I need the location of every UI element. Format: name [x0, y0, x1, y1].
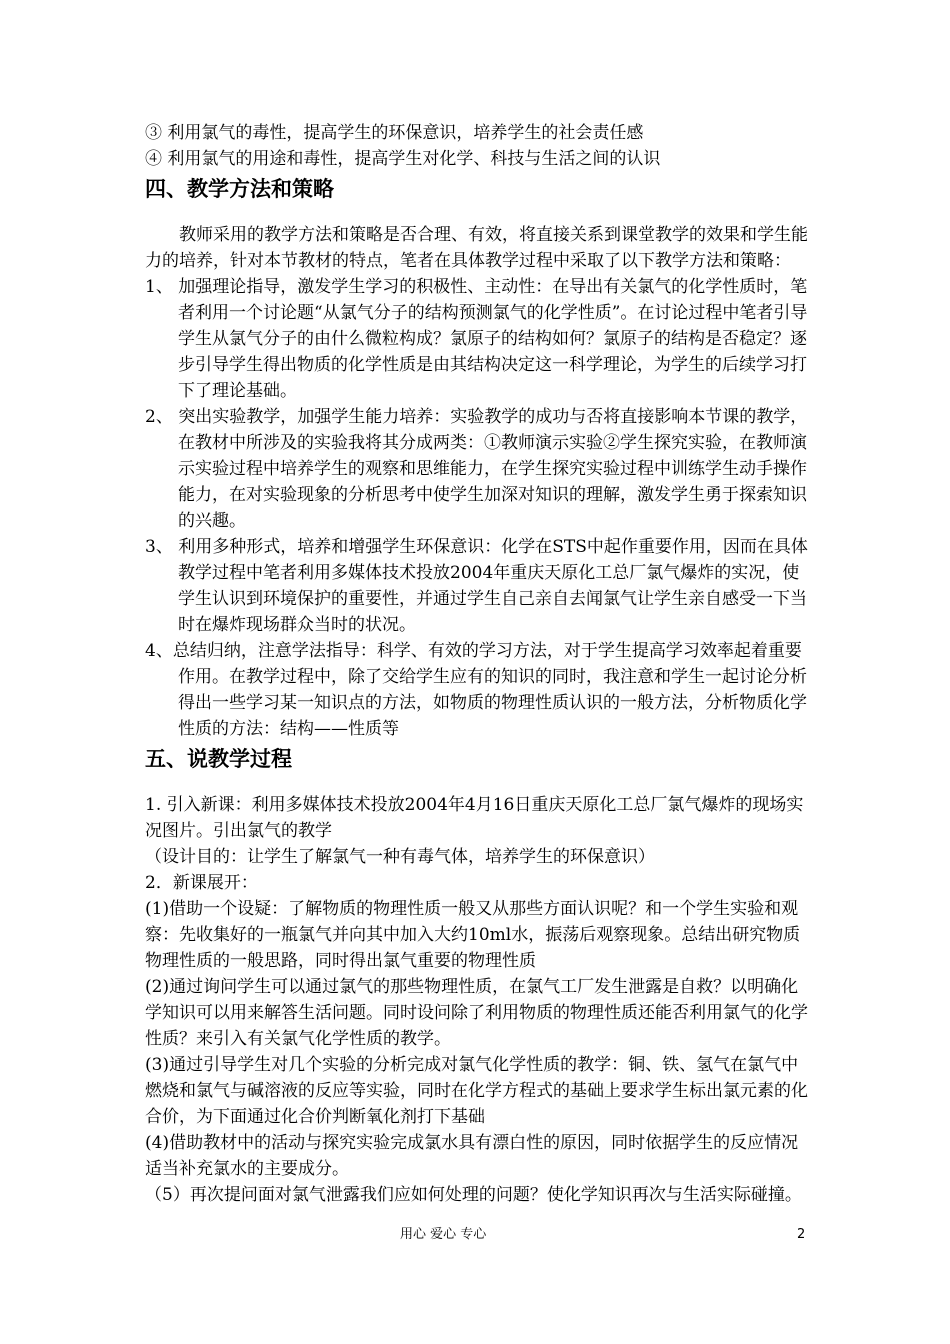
process-paragraph-6: (3)通过引导学生对几个实验的分析完成对氯气化学性质的教学：铜、铁、氢气在氯气中燃烧和氯气与碱溶液的反应等实验，同时在化学方程式的基础上要求学生标出氯元素的化合价，为下面通过化合价判断氧化剂打下基础 — [145, 1055, 808, 1127]
section-4-heading: 四、教学方法和策略 — [145, 177, 334, 201]
method-item-3: 3、 利用多种形式，培养和增强学生环保意识：化学在STS中起作重要作用，因而在具体教学过程中笔者利用多媒体技术投放2004年重庆天原化工总厂氯气爆炸的实况，使学生认识到环境保护的重要性，并通过学生自己亲自去闻氯气让学生亲自感受一下当时在爆炸现场群众当时的状况。 — [145, 537, 808, 635]
spacer — [145, 204, 810, 222]
process-paragraph-4: (1)借助一个设疑：了解物质的物理性质一般又从那些方面认识呢？和一个学生实验和观察：先收集好的一瓶氯气并向其中加入大约10ml水，振荡后观察现象。总结出研究物质物理性质的一般思路，同时得出氯气重要的物理性质 — [145, 899, 801, 971]
process-paragraph-1: 1. 引入新课：利用多媒体技术投放2004年4月16日重庆天原化工总厂氯气爆炸的现场实况图片。引出氯气的教学 — [145, 795, 804, 841]
objective-item-4: ④ 利用氯气的用途和毒性，提高学生对化学、科技与生活之间的认识 — [145, 149, 661, 169]
method-item-2: 2、 突出实验教学，加强学生能力培养：实验教学的成功与否将直接影响本节课的教学，在教材中所涉及的实验我将其分成两类：①教师演示实验②学生探究实验，在教师演示实验过程中培养学生的观察和思维能力，在学生探究实验过程中训练学生动手操作能力，在对实验现象的分析思考中使学生加深对知识的理解，激发学生勇于探索知识的兴趣。 — [145, 407, 808, 531]
objective-item-3: ③ 利用氯气的毒性，提高学生的环保意识，培养学生的社会责任感 — [145, 123, 644, 143]
process-paragraph-7: (4)借助教材中的活动与探究实验完成氯水具有漂白性的原因，同时依据学生的反应情况适当补充氯水的主要成分。 — [145, 1133, 799, 1179]
section-5-heading: 五、说教学过程 — [145, 747, 292, 771]
footer-motto: 用心 爱心 专心 — [400, 1227, 487, 1242]
process-paragraph-3: 2．新课展开： — [145, 873, 258, 893]
page-number: 2 — [797, 1227, 806, 1242]
method-item-1: 1、 加强理论指导，激发学生学习的积极性、主动性：在导出有关氯气的化学性质时，笔者利用一个讨论题“从氯气分子的结构预测氯气的化学性质”。在讨论过程中笔者引导学生从氯气分子的由什么微粒构成？氯原子的结构如何？氯原子的结构是否稳定？逐步引导学生得出物质的化学性质是由其结构决定这一科学理论，为学生的后续学习打下了理论基础。 — [145, 277, 808, 401]
process-paragraph-5: (2)通过询问学生可以通过氯气的那些物理性质，在氯气工厂发生泄露是自救？以明确化学知识可以用来解答生活问题。同时设问除了利用物质的物理性质还能否利用氯气的化学性质？来引入有关氯气化学性质的教学。 — [145, 977, 808, 1049]
page-content — [145, 120, 810, 1208]
method-item-4: 4、总结归纳，注意学法指导：科学、有效的学习方法，对于学生提高学习效率起着重要作用。在教学过程中，除了交给学生应有的知识的同时，我注意和学生一起讨论分析得出一些学习某一知识点的方法，如物质的物理性质认识的一般方法，分析物质化学性质的方法：结构——性质等 — [145, 641, 807, 739]
process-paragraph-2: （设计目的：让学生了解氯气一种有毒气体，培养学生的环保意识） — [145, 847, 655, 867]
process-paragraph-8: （5）再次提问面对氯气泄露我们应如何处理的问题？使化学知识再次与生活实际碰撞。 — [145, 1185, 802, 1205]
section-4-intro: 教师采用的教学方法和策略是否合理、有效，将直接关系到课堂教学的效果和学生能力的培养，针对本节教材的特点，笔者在具体教学过程中采取了以下教学方法和策略： — [145, 225, 808, 271]
spacer — [145, 774, 810, 792]
